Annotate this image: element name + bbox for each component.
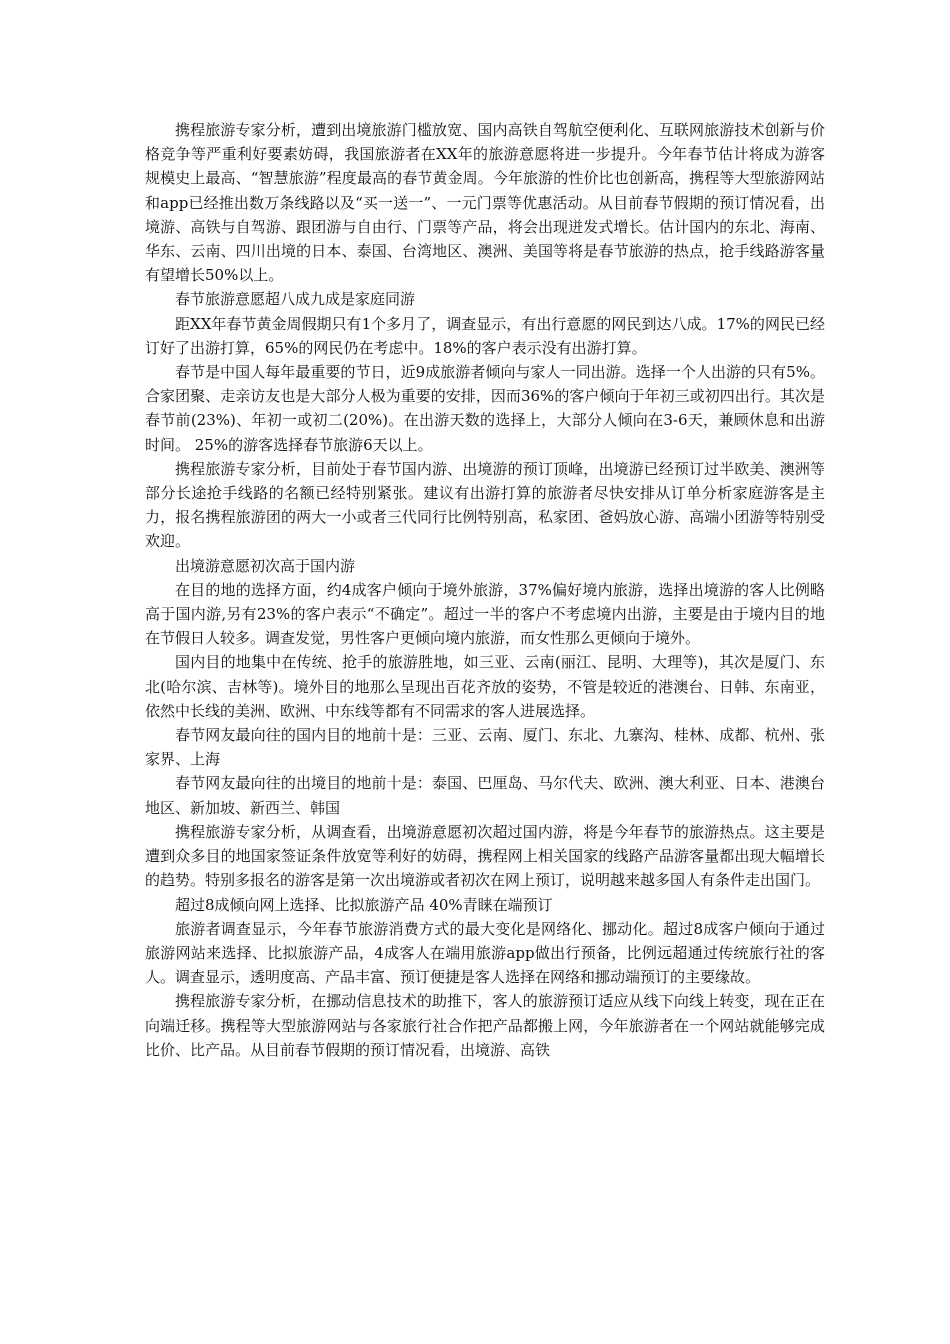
- paragraph: 携程旅游专家分析，目前处于春节国内游、出境游的预订顶峰，出境游已经预订过半欧美、澳洲等部分长途抢手线路的名额已经特别紧张。建议有出游打算的旅游者尽快安排从订单分析家庭游客是主力，报名携程旅游团的两大一小或者三代同行比例特别高，私家团、爸妈放心游、高端小团游等特别受欢迎。: [145, 459, 825, 551]
- paragraph: 春节网友最向往的出境目的地前十是：泰国、巴厘岛、马尔代夫、欧洲、澳大利亚、日本、港澳台地区、新加坡、新西兰、韩国: [145, 774, 825, 817]
- section-heading: 超过8成倾向网上选择、比拟旅游产品 40%青睐在端预订: [175, 895, 553, 914]
- paragraph: 携程旅游专家分析，在挪动信息技术的助推下，客人的旅游预订适应从线下向线上转变，现在正在向端迁移。携程等大型旅游网站与各家旅行社合作把产品都搬上网，今年旅游者在一个网站就能够完成比价、比产品。从目前春节假期的预订情况看，出境游、高铁: [145, 992, 825, 1059]
- section-heading: 出境游意愿初次高于国内游: [175, 556, 356, 575]
- paragraph: 国内目的地集中在传统、抢手的旅游胜地，如三亚、云南(丽江、昆明、大理等)，其次是厦门、东北(哈尔滨、吉林等)。境外目的地那么呈现出百花齐放的姿势，不管是较近的港澳台、日韩、东南亚，依然中长线的美洲、欧洲、中东线等都有不同需求的客人进展选择。: [145, 653, 825, 720]
- paragraph: 携程旅游专家分析，遭到出境旅游门槛放宽、国内高铁自驾航空便利化、互联网旅游技术创新与价格竞争等严重利好要素妨碍，我国旅游者在XX年的旅游意愿将进一步提升。今年春节估计将成为游客规模史上最高、“智慧旅游”程度最高的春节黄金周。今年旅游的性价比也创新高，携程等大型旅游网站和app已经推出数万条线路以及“买一送一”、一元门票等优惠活动。从目前春节假期的预订情况看，出境游、高铁与自驾游、跟团游与自由行、门票等产品，将会出现迸发式增长。估计国内的东北、海南、华东、云南、四川出境的日本、泰国、台湾地区、澳洲、美国等将是春节旅游的热点，抢手线路游客量有望增长50%以上。: [145, 121, 825, 285]
- paragraph: 春节是中国人每年最重要的节日，近9成旅游者倾向与家人一同出游。选择一个人出游的只有5%。合家团聚、走亲访友也是大部分人极为重要的安排，因而36%的客户倾向于年初三或初四出行。其次是春节前(23%)、年初一或初二(20%)。在出游天数的选择上，大部分人倾向在3-6天，兼顾休息和出游时间。 25%的游客选择春节旅游6天以上。: [145, 363, 825, 454]
- paragraph: 在目的地的选择方面，约4成客户倾向于境外旅游，37%偏好境内旅游，选择出境游的客人比例略高于国内游,另有23%的客户表示“不确定”。超过一半的客户不考虑境内出游，主要是由于境内目的地在节假日人较多。调查发觉，男性客户更倾向境内旅游，而女性那么更倾向于境外。: [145, 580, 825, 648]
- paragraph: 携程旅游专家分析，从调查看，出境游意愿初次超过国内游，将是今年春节的旅游热点。这主要是遭到众多目的地国家签证条件放宽等利好的妨碍，携程网上相关国家的线路产品游客量都出现大幅增长的趋势。特别多报名的游客是第一次出境游或者初次在网上预订，说明越来越多国人有条件走出国门。: [145, 822, 825, 890]
- section-heading: 春节旅游意愿超八成九成是家庭同游: [175, 290, 416, 309]
- paragraph: 距XX年春节黄金周假期只有1个多月了，调查显示，有出行意愿的网民到达八成。17%的网民已经订好了出游打算，65%的网民仍在考虑中。18%的客户表示没有出游打算。: [145, 314, 825, 357]
- paragraph: 旅游者调查显示，今年春节旅游消费方式的最大变化是网络化、挪动化。超过8成客户倾向于通过旅游网站来选择、比拟旅游产品，4成客人在端用旅游app做出行预备，比例远超通过传统旅行社的客人。调查显示，透明度高、产品丰富、预订便捷是客人选择在网络和挪动端预订的主要缘故。: [145, 919, 825, 987]
- paragraph: 春节网友最向往的国内目的地前十是：三亚、云南、厦门、东北、九寨沟、桂林、成都、杭州、张家界、上海: [145, 726, 825, 769]
- document-body: [145, 118, 825, 1062]
